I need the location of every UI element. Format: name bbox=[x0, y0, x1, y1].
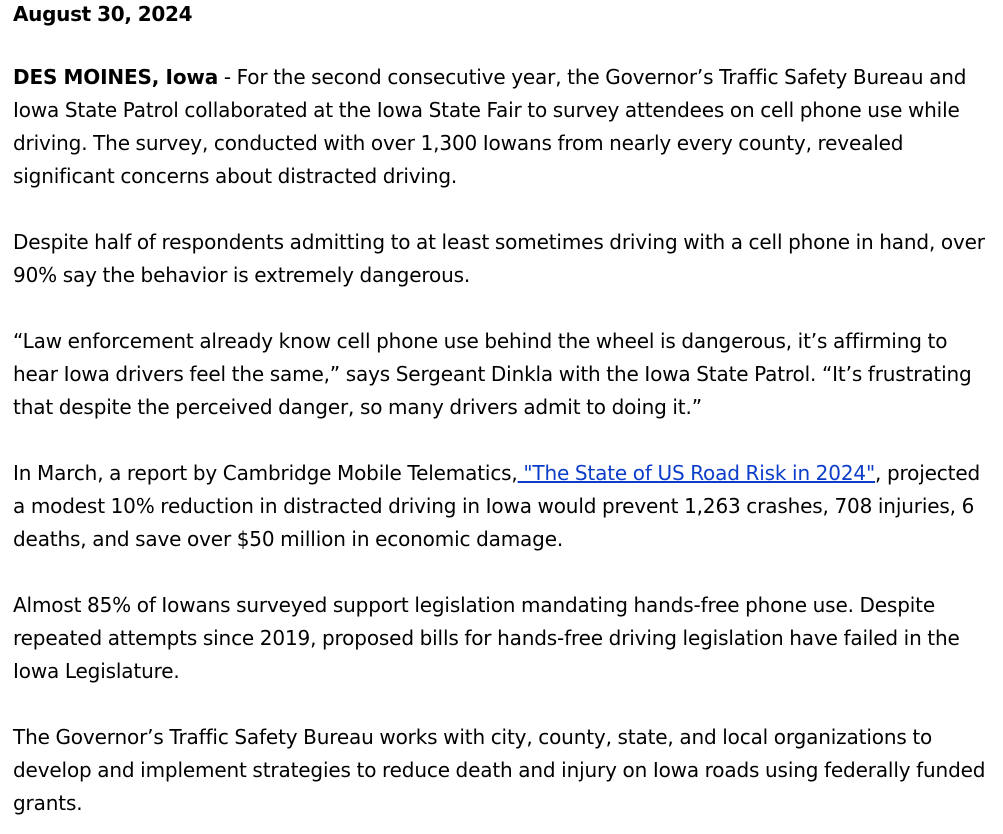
report-text-before: In March, a report by Cambridge Mobile Telematics, bbox=[13, 461, 518, 485]
report-text-after: , projected a modest 10% reduction in distracted driving in Iowa would prevent 1,263 crashes, 708 injuries, 6 deaths, and save over $50 million in economic damage. bbox=[13, 461, 981, 551]
spacer bbox=[13, 193, 993, 226]
paragraph-intro bbox=[13, 61, 993, 193]
paragraph-survey-results: Despite half of respondents admitting to at least sometimes driving with a cell phone in hand, over 90% say the behavior is extremely dangerous. bbox=[13, 230, 985, 287]
report-link[interactable]: "The State of US Road Risk in 2024" bbox=[517, 461, 876, 485]
spacer bbox=[13, 556, 993, 589]
spacer bbox=[13, 28, 993, 61]
intro-text: - For the second consecutive year, the Governor’s Traffic Safety Bureau and Iowa State Patrol collaborated at the Iowa State Fair to survey attendees on cell phone use while driving. The survey, conducted with over 1,300 Iowans from nearly every county, revealed significant concerns about distracted driving. bbox=[13, 65, 967, 188]
dateline: DES MOINES, Iowa bbox=[13, 65, 219, 89]
paragraph-quote: “Law enforcement already know cell phone use behind the wheel is dangerous, it’s affirming to hear Iowa drivers feel the same,” says Sergeant Dinkla with the Iowa State Patrol. “It’s frustrating that despite the perceived danger, so many drivers admit to doing it.” bbox=[13, 329, 972, 419]
spacer bbox=[13, 424, 993, 457]
spacer bbox=[13, 292, 993, 325]
paragraph-legislation: Almost 85% of Iowans surveyed support legislation mandating hands-free phone use. Despite repeated attempts since 2019, proposed bills for hands-free driving legislation have failed in the Iowa Legislature. bbox=[13, 593, 960, 683]
spacer bbox=[13, 688, 993, 721]
release-date: August 30, 2024 bbox=[13, 2, 193, 26]
paragraph-bureau: The Governor’s Traffic Safety Bureau works with city, county, state, and local organizations to develop and implement strategies to reduce death and injury on Iowa roads using federally funded grants. bbox=[13, 725, 986, 815]
paragraph-report bbox=[13, 457, 993, 556]
